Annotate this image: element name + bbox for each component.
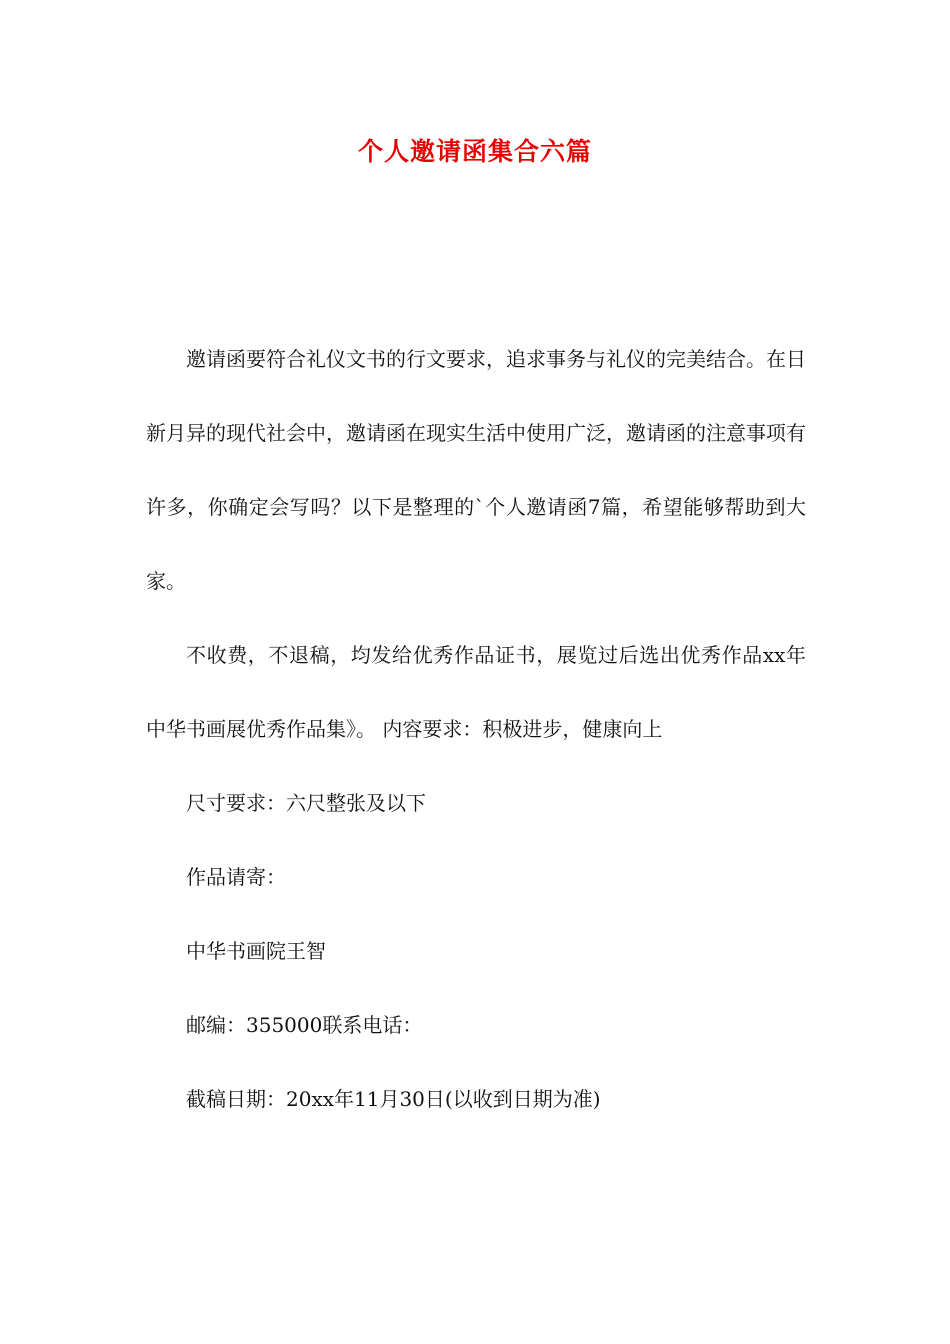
paragraph-intro: 邀请函要符合礼仪文书的行文要求，追求事务与礼仪的完美结合。在日新月异的现代社会中，邀请函在现实生活中使用广泛，邀请函的注意事项有许多，你确定会写吗？以下是整理的`个人邀请函7篇，希望能够帮助到大家。	[146, 347, 806, 593]
document-title: 个人邀请函集合六篇	[357, 137, 592, 166]
paragraph-deadline: 截稿日期：20xx年11月30日(以收到日期为准)	[186, 1087, 601, 1111]
document-body	[146, 322, 806, 1136]
paragraph-size: 尺寸要求：六尺整张及以下	[186, 791, 426, 815]
paragraph-recipient: 中华书画院王智	[186, 939, 326, 963]
paragraph-postcode: 邮编：355000联系电话：	[186, 1013, 423, 1037]
paragraph-requirements: 不收费，不退稿，均发给优秀作品证书，展览过后选出优秀作品xx年中华书画展优秀作品集》。 内容要求：积极进步，健康向上	[146, 643, 806, 741]
paragraph-mail-to: 作品请寄：	[186, 865, 286, 889]
